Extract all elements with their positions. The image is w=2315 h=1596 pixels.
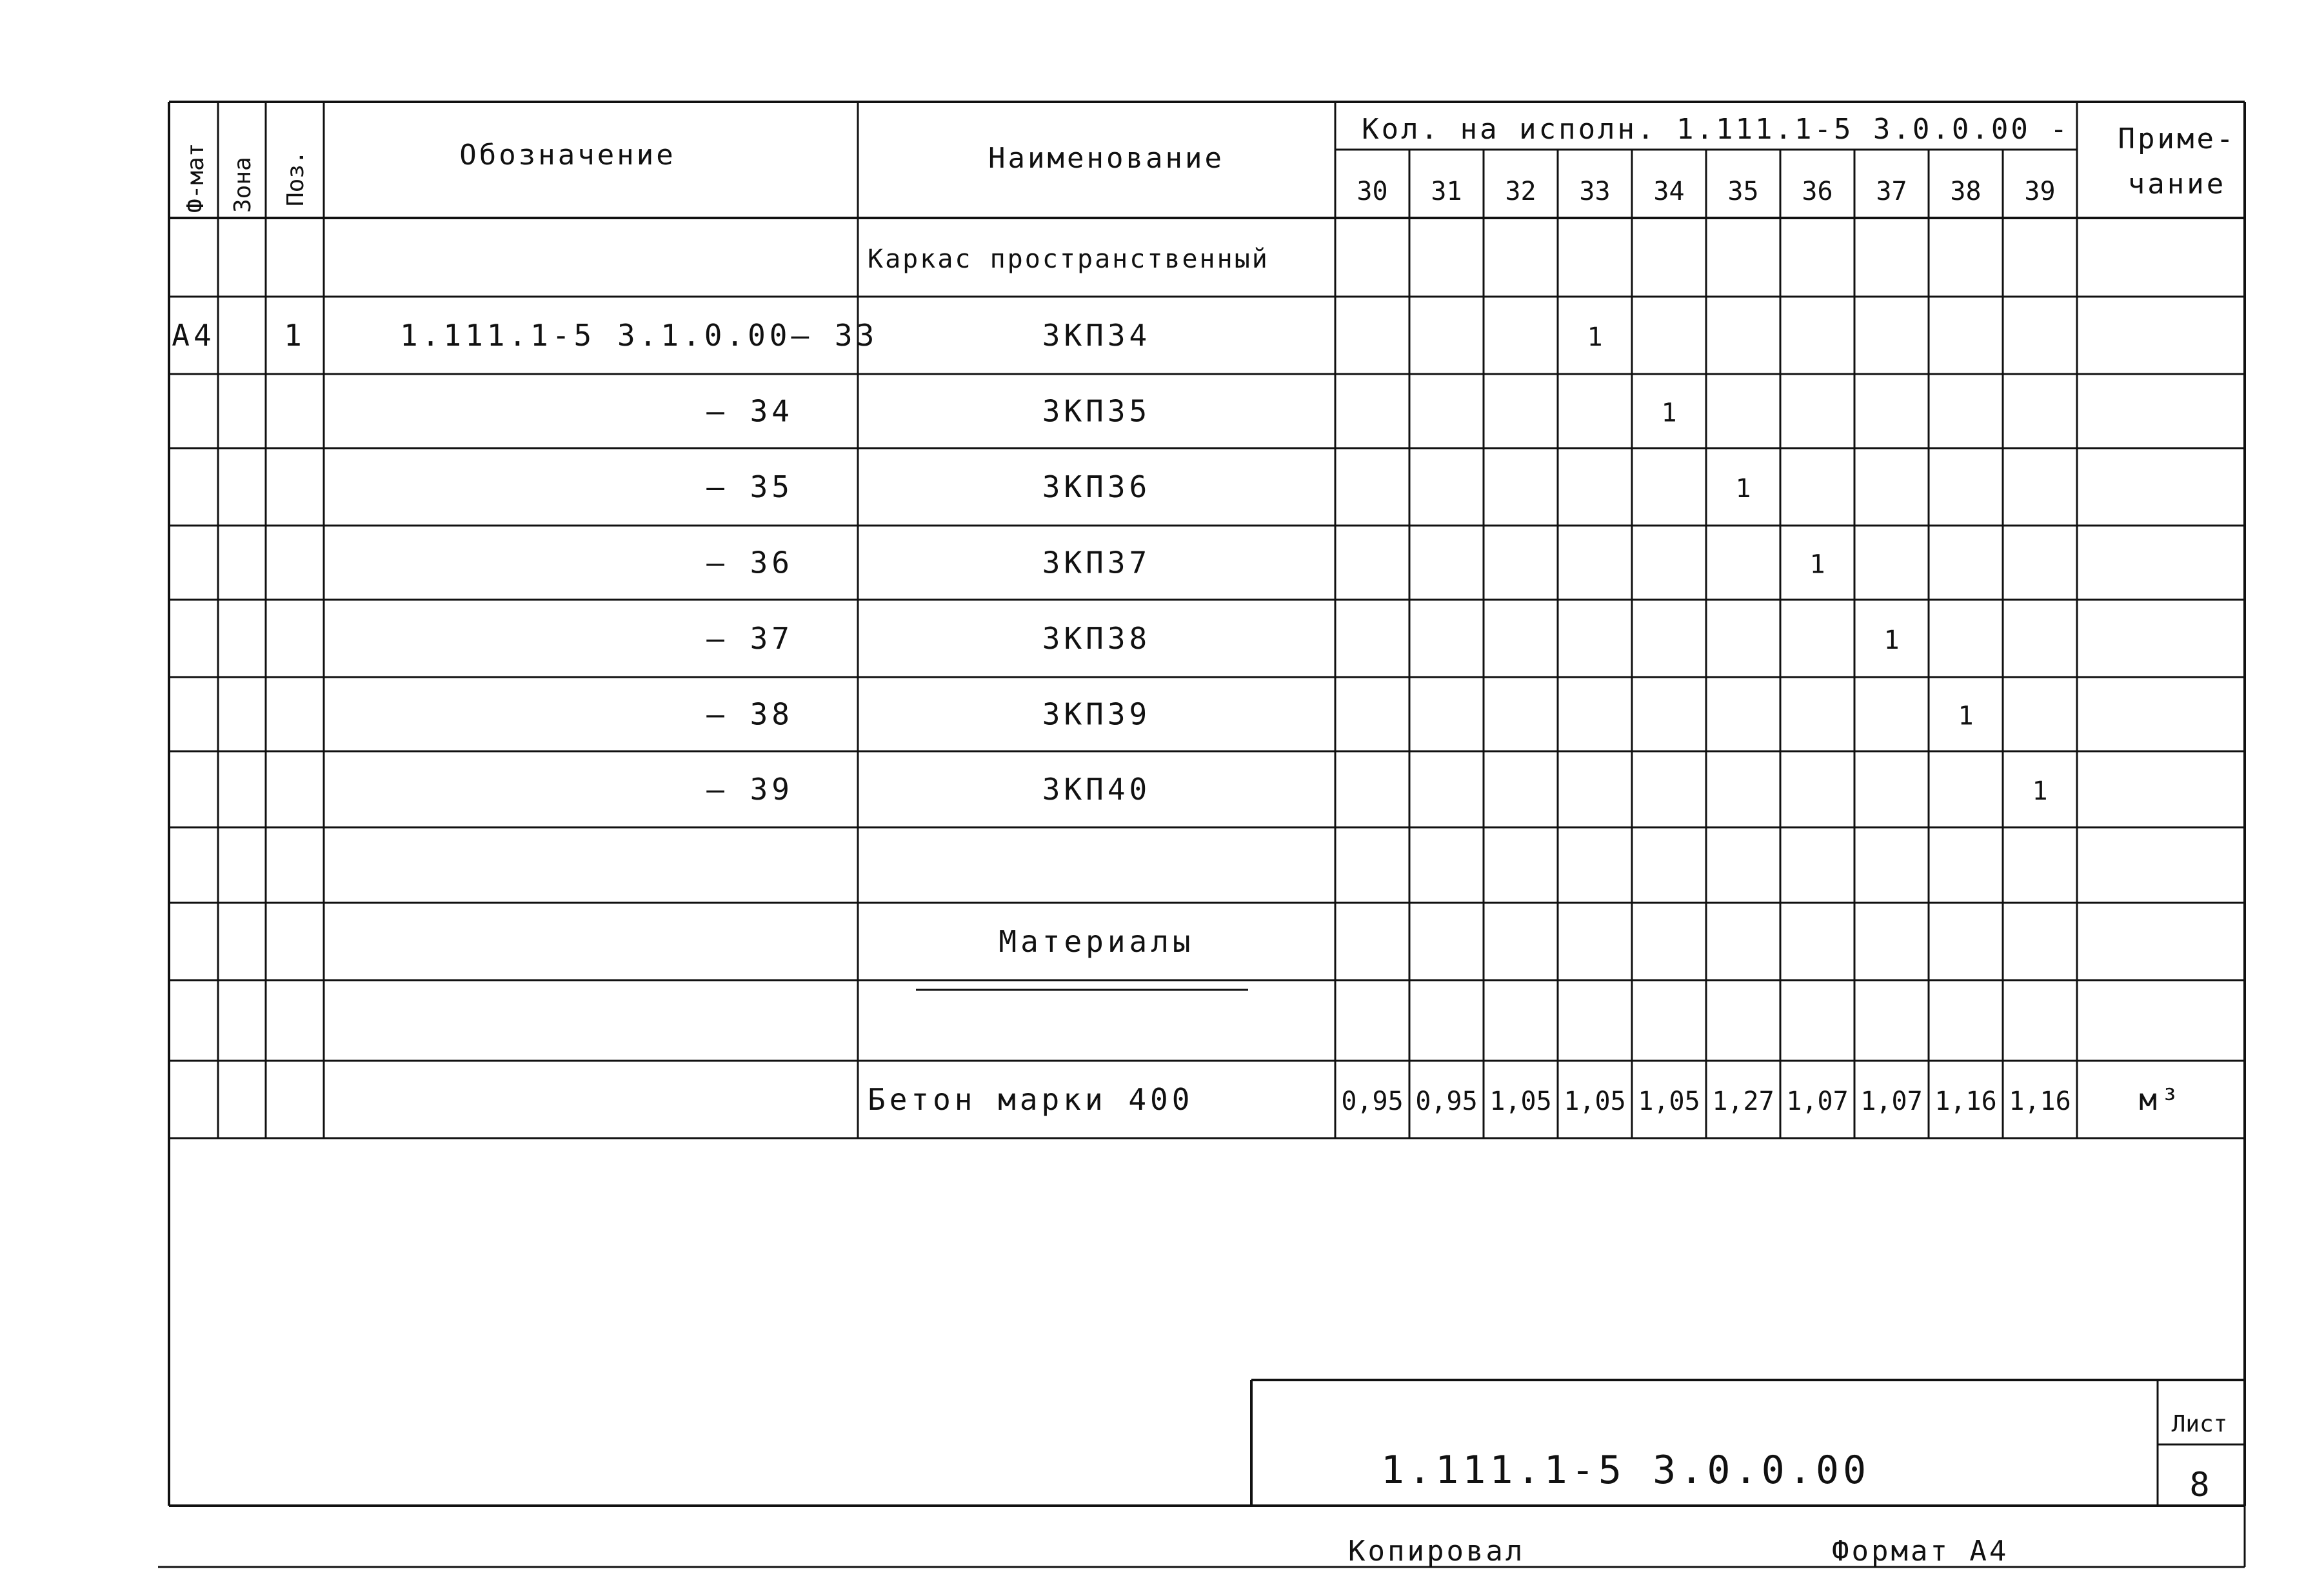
row-note: м³ <box>2139 1082 2183 1117</box>
row-format: А4 <box>172 318 215 353</box>
row-designation: 1.111.1-5 3.1.0.00— 33 <box>400 318 879 353</box>
row-position: 1 <box>284 318 306 353</box>
row-qty-36: 1 <box>1809 549 1825 580</box>
row-designation: — 38 <box>706 696 793 732</box>
row-qty-37: 1 <box>1883 626 1900 655</box>
table-row <box>868 1082 2183 1117</box>
row-designation: — 39 <box>706 772 793 807</box>
format-label: Формат А4 <box>1832 1535 2009 1568</box>
row-qty-37: 1,07 <box>1860 1087 1923 1116</box>
exec-col-label-38: 38 <box>1950 177 1982 206</box>
row-name: 3КП38 <box>1042 621 1151 656</box>
row-qty-34: 1 <box>1661 398 1677 428</box>
row-qty-35: 1,27 <box>1712 1087 1774 1116</box>
table-row <box>706 546 1825 580</box>
row-qty-38: 1 <box>1958 701 1974 731</box>
table-row <box>706 394 1676 429</box>
row-name: 3КП40 <box>1042 772 1151 807</box>
row-name: 3КП39 <box>1042 696 1151 732</box>
row-designation: — 36 <box>706 545 793 580</box>
row-name: 3КП37 <box>1042 545 1151 580</box>
table-row <box>868 244 1269 274</box>
row-designation: — 37 <box>706 621 793 656</box>
row-qty-32: 1,05 <box>1489 1087 1552 1116</box>
exec-col-label-33: 33 <box>1579 177 1611 206</box>
exec-col-label-32: 32 <box>1505 177 1536 206</box>
exec-col-label-30: 30 <box>1356 177 1388 206</box>
exec-col-label-39: 39 <box>2024 177 2056 206</box>
name-col-label: Наименование <box>988 142 1224 175</box>
row-designation: — 35 <box>706 469 793 504</box>
pos-col-label: Поз. <box>283 150 309 206</box>
row-qty-30: 0,95 <box>1341 1087 1404 1116</box>
table-row <box>706 772 2047 807</box>
row-name: 3КП34 <box>1042 318 1151 353</box>
designation-col-label: Обозначение <box>459 139 676 172</box>
page-footer <box>1348 1535 2009 1568</box>
row-qty-33: 1,05 <box>1564 1087 1626 1116</box>
row-qty-35: 1 <box>1735 474 1751 504</box>
exec-col-label-36: 36 <box>1802 177 1833 206</box>
row-qty-39: 1,16 <box>2009 1087 2071 1116</box>
table-body <box>172 244 2182 1117</box>
exec-col-label-31: 31 <box>1431 177 1462 206</box>
note-col-label-2: чание <box>2127 168 2227 201</box>
row-designation: — 34 <box>706 393 793 429</box>
note-col-label-1: Приме- <box>2118 123 2236 155</box>
zone-col-label: Зона <box>230 157 256 213</box>
row-name: Материалы <box>999 924 1195 959</box>
row-qty-31: 0,95 <box>1415 1087 1478 1116</box>
row-qty-34: 1,05 <box>1638 1087 1700 1116</box>
format-col-label: Ф-мат <box>183 143 209 213</box>
title-block <box>1381 1411 2227 1504</box>
table-row <box>172 318 1602 353</box>
exec-col-label-34: 34 <box>1653 177 1685 206</box>
table-row <box>706 621 1899 656</box>
row-name: Бетон марки 400 <box>868 1082 1194 1117</box>
qty-header-label: Кол. на исполн. 1.111.1-5 3.0.0.00 - <box>1362 113 2070 146</box>
row-qty-36: 1,07 <box>1786 1087 1849 1116</box>
row-name: Каркас пространственный <box>868 244 1269 274</box>
table-row <box>706 697 1973 732</box>
copied-by-label: Копировал <box>1348 1535 1525 1568</box>
document-code: 1.111.1-5 3.0.0.00 <box>1380 1448 1871 1493</box>
row-qty-39: 1 <box>2032 776 2048 806</box>
sheet-label: Лист <box>2171 1411 2228 1437</box>
table-row <box>999 924 1194 959</box>
exec-col-label-37: 37 <box>1876 177 1907 206</box>
sheet-number: 8 <box>2189 1466 2210 1504</box>
row-qty-33: 1 <box>1587 322 1603 352</box>
row-qty-38: 1,16 <box>1934 1087 1997 1116</box>
exec-col-label-35: 35 <box>1727 177 1759 206</box>
table-row <box>706 469 1751 504</box>
row-name: 3КП35 <box>1042 393 1151 429</box>
row-name: 3КП36 <box>1042 469 1151 504</box>
